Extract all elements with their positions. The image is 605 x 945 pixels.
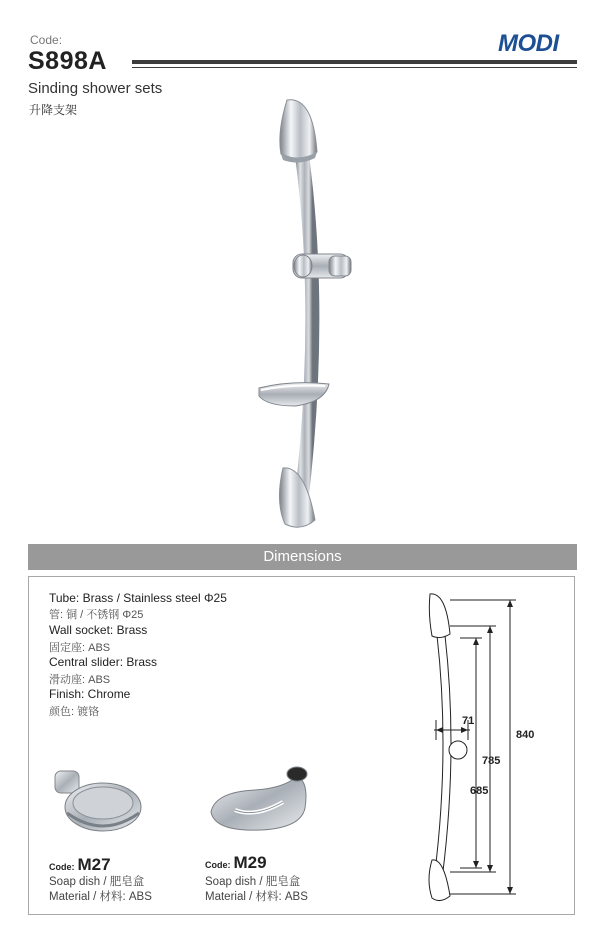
accessory-m29-code: M29 xyxy=(233,853,267,872)
shower-rail-image xyxy=(255,92,375,532)
accessory-m29-name: Soap dish / 肥皂盒 xyxy=(205,876,301,888)
brand-logo: MODI xyxy=(498,30,559,57)
product-name-en: Sinding shower sets xyxy=(28,80,163,97)
accessory-m27-code: M27 xyxy=(77,855,111,874)
spec-finish-en: Finish: Chrome xyxy=(49,687,131,701)
dimensions-title: Dimensions xyxy=(263,548,342,565)
product-name-cn: 升降支架 xyxy=(29,103,78,117)
soap-dish-m27-image xyxy=(51,767,146,847)
dim-label-width: 71 xyxy=(462,715,475,727)
accessory-m27-code-label: Code: M27 xyxy=(49,855,111,874)
header-rule-thin xyxy=(132,67,577,68)
spec-socket-cn: 固定座: ABS xyxy=(49,642,111,654)
spec-socket-en: Wall socket: Brass xyxy=(49,623,148,637)
spec-slider-en: Central slider: Brass xyxy=(49,655,158,669)
accessory-m27-material: Material / 材料: ABS xyxy=(49,891,152,903)
spec-tube-en: Tube: Brass / Stainless steel Φ25 xyxy=(49,591,227,605)
header-rule-thick xyxy=(132,60,577,64)
spec-slider-cn: 滑动座: ABS xyxy=(49,674,111,686)
dimensions-header xyxy=(28,544,577,570)
soap-dish-m29-image xyxy=(205,762,315,842)
code-label: Code: xyxy=(30,33,63,47)
accessory-m29-material: Material / 材料: ABS xyxy=(205,891,308,903)
dimension-drawing xyxy=(420,590,540,908)
spec-finish-cn: 颜色: 镀铬 xyxy=(49,706,100,718)
dim-label-inner: 685 xyxy=(470,785,489,797)
accessory-m27-name: Soap dish / 肥皂盒 xyxy=(49,876,145,888)
product-code: S898A xyxy=(28,47,107,75)
dim-label-mid: 785 xyxy=(482,755,501,767)
accessory-m29-code-label: Code: M29 xyxy=(205,853,267,872)
dim-label-total: 840 xyxy=(516,729,535,741)
spec-tube-cn: 管: 铜 / 不锈钢 Φ25 xyxy=(49,609,144,621)
